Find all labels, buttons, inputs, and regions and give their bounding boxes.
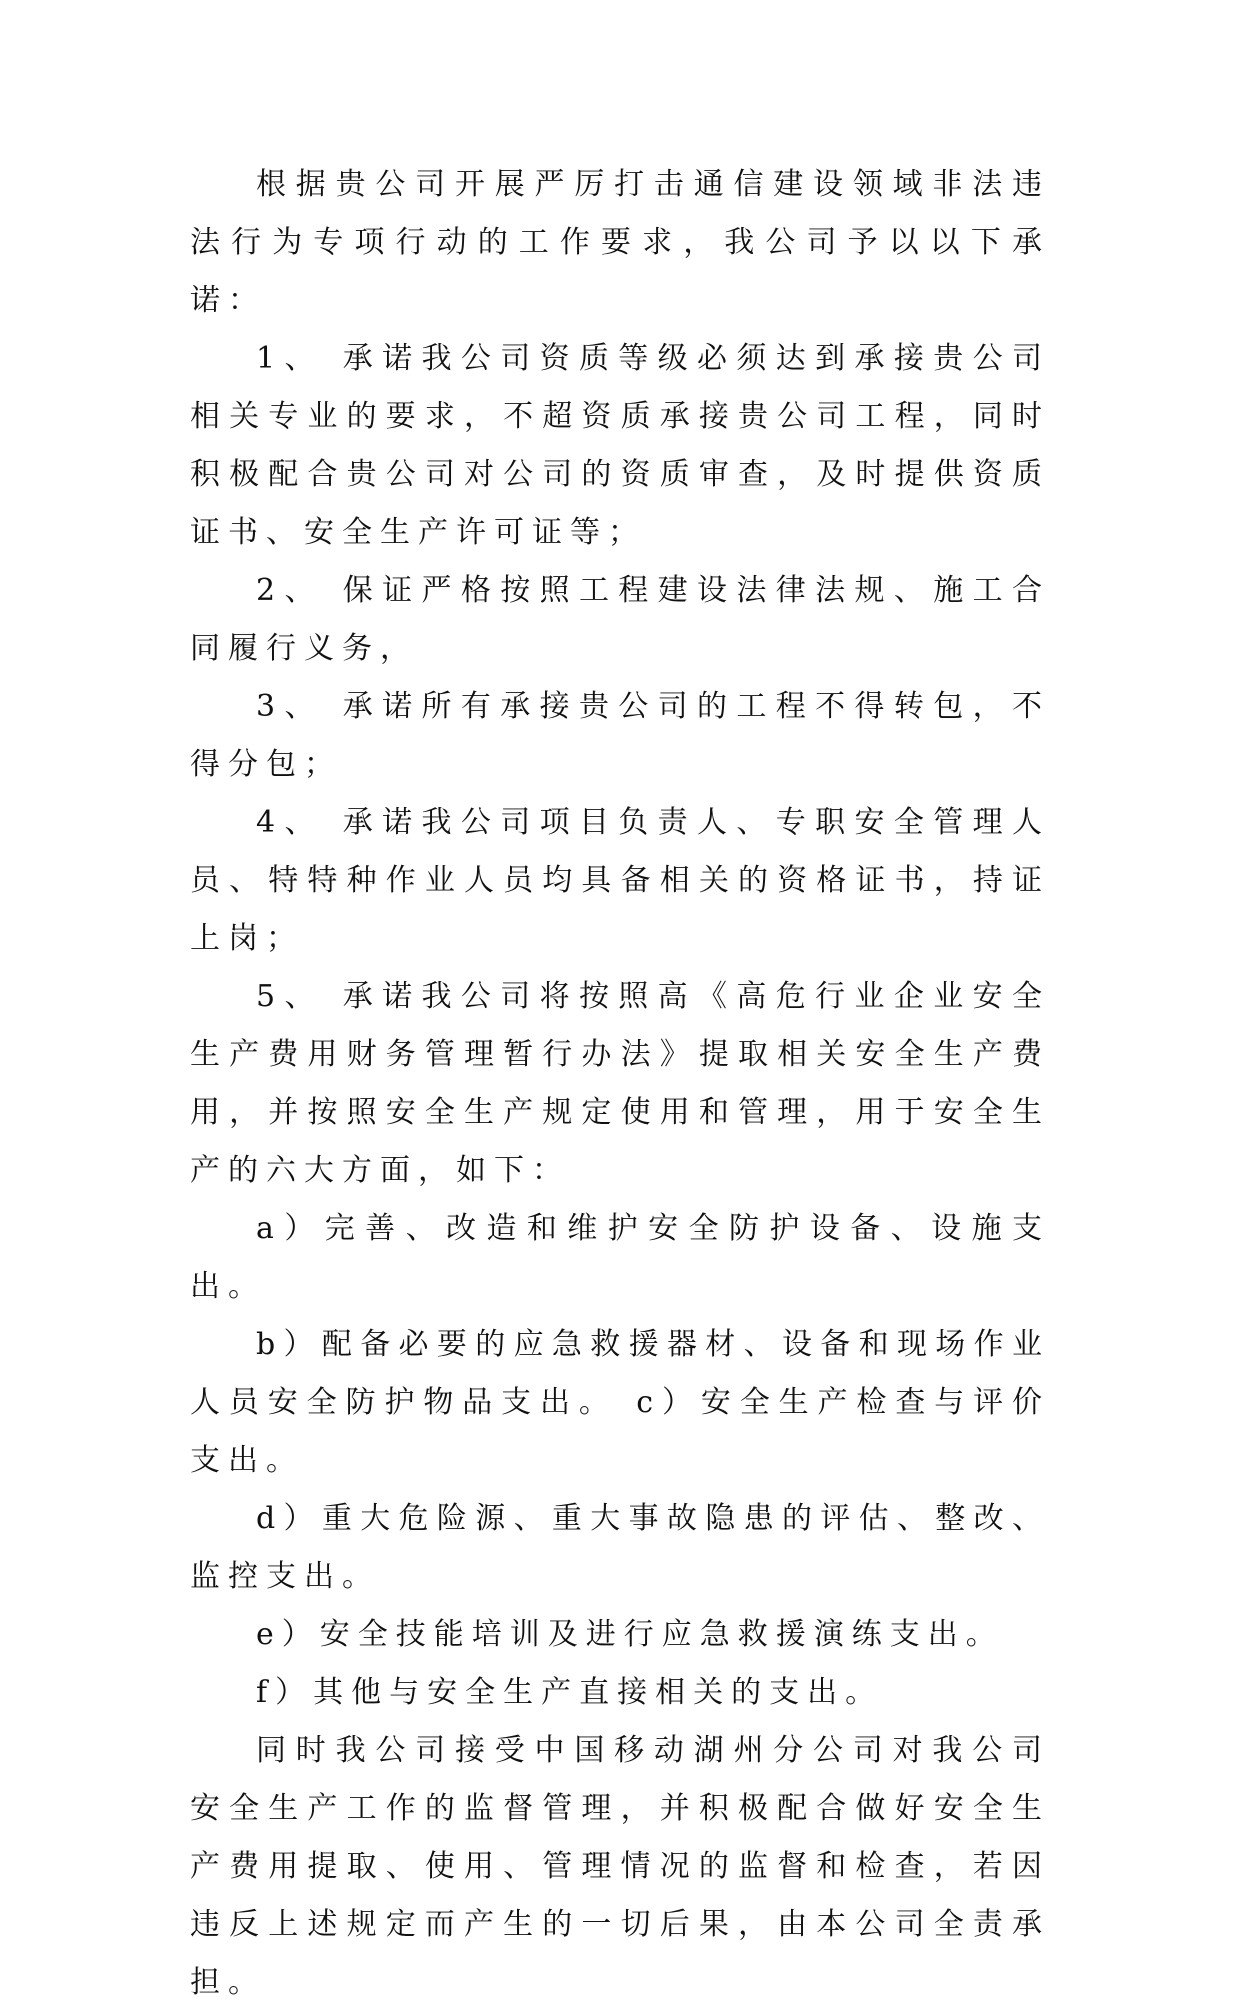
expense-item-b-c: b）配备必要的应急救援器材、设备和现场作业人员安全防护物品支出。 c）安全生产检查与评价支出。 (190, 1327, 1050, 1478)
intro-paragraph: 根据贵公司开展严厉打击通信建设领域非法违法行为专项行动的工作要求，我公司予以以下承诺： (190, 167, 1050, 318)
expense-item-f: f）其他与安全生产直接相关的支出。 (256, 1675, 884, 1710)
closing-paragraph: 同时我公司接受中国移动湖州分公司对我公司安全生产工作的监督管理，并积极配合做好安全生产费用提取、使用、管理情况的监督和检查，若因违反上述规定而产生的一切后果，由本公司全责承担。 (190, 1733, 1050, 2000)
commitment-5: 5、 承诺我公司将按照高《高危行业企业安全生产费用财务管理暂行办法》提取相关安全生产费用，并按照安全生产规定使用和管理，用于安全生产的六大方面，如下： (190, 979, 1050, 1188)
commitment-2: 2、 保证严格按照工程建设法律法规、施工合同履行义务， (190, 573, 1050, 666)
expense-item-a: a）完善、改造和维护安全防护设备、设施支出。 (190, 1211, 1050, 1304)
commitment-1: 1、 承诺我公司资质等级必须达到承接贵公司相关专业的要求，不超资质承接贵公司工程，同时积极配合贵公司对公司的资质审查，及时提供资质证书、安全生产许可证等； (190, 341, 1050, 550)
commitment-3: 3、 承诺所有承接贵公司的工程不得转包，不得分包； (190, 689, 1050, 782)
document-body (190, 156, 1050, 2012)
commitment-4: 4、 承诺我公司项目负责人、专职安全管理人员、特特种作业人员均具备相关的资格证书，持证上岗； (190, 805, 1050, 956)
expense-item-e: e）安全技能培训及进行应急救援演练支出。 (256, 1617, 1004, 1652)
expense-item-d: d）重大危险源、重大事故隐患的评估、整改、监控支出。 (190, 1501, 1050, 1594)
